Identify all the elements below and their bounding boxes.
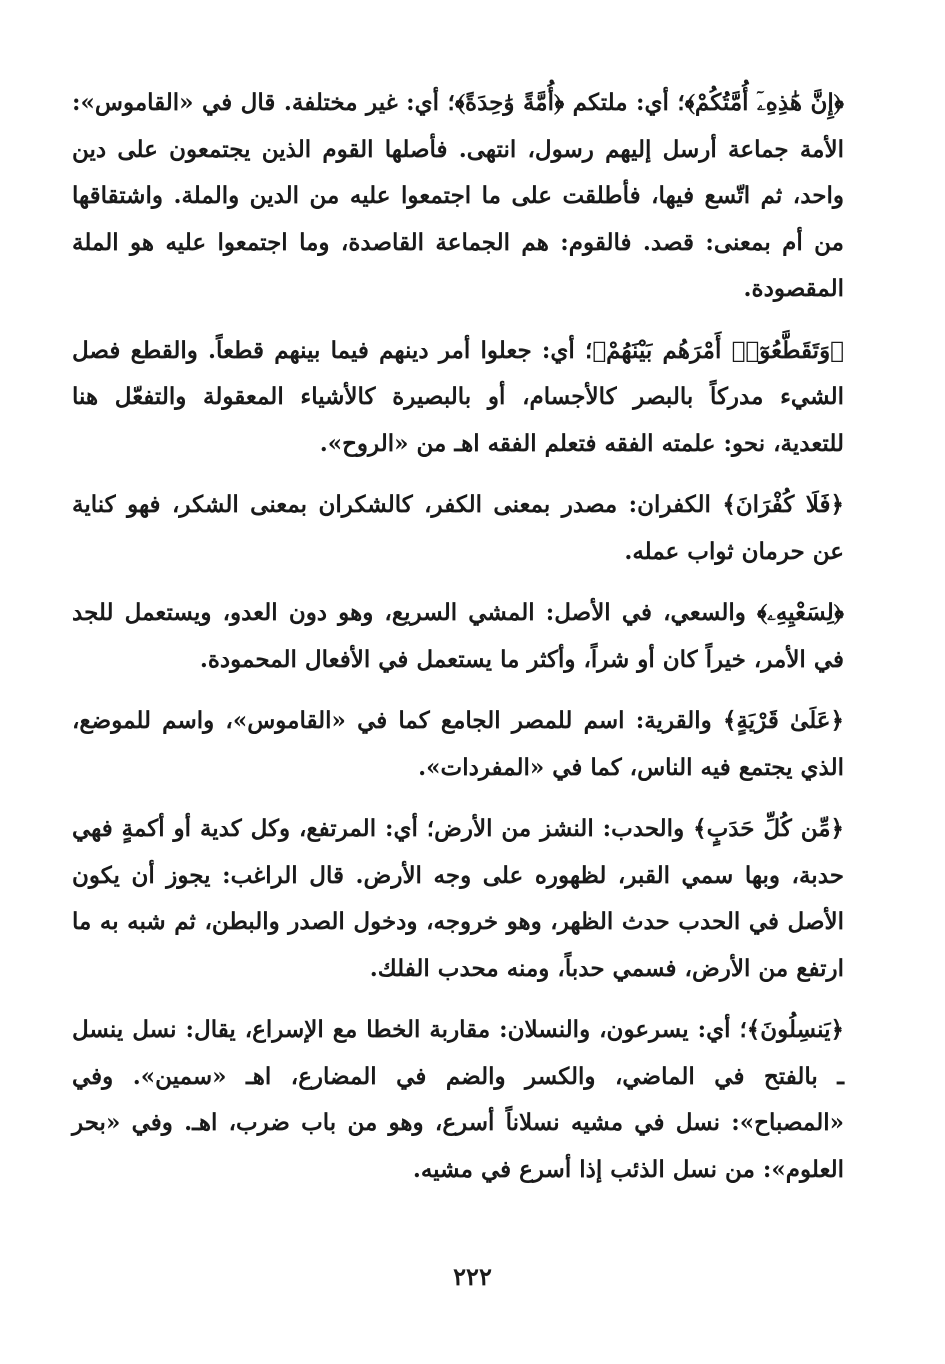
commentary-text: ؛ أي: جعلوا أمر دينهم فيما بينهم قطعاً. والقطع فصل الشيء مدركاً بالبصر كالأجسام، أو بالبصيرة كالأشياء المعقولة والتفعّل هنا للتعدية، نحو: علمته الفقه فتعلم الفقه اهـ من «الروح». — [72, 336, 844, 457]
commentary-text: ؛ أي: يسرعون، والنسلان: مقاربة الخطا مع الإسراع، يقال: نسل ينسل ـ بالفتح في الماضي، والكسر والضم في المضارع، اهـ «سمين». وفي «المصباح»: نسل في مشيه نسلاناً أسرع، وهو من باب ضرب، اهـ. وفي «بحر العلوم»: من نسل الذئب إذا أسرع في مشيه. — [72, 1016, 844, 1183]
paragraph-ummah — [72, 80, 844, 313]
quran-quote: ﴿إِنَّ هَٰذِهِۦٓ أُمَّتُكُمْ﴾ — [684, 89, 844, 116]
paragraph-yansilun — [72, 1007, 844, 1193]
commentary-text: والقرية: اسم للمصر الجامع كما في «القاموس»، واسم للموضع، الذي يجتمع فيه الناس، كما في «المفردات». — [72, 707, 844, 781]
commentary-text: ؛ أي: ملتكم ﴿أُمَّةً وَٰحِدَةً﴾؛ أي: غير مختلفة. قال في «القاموس»: الأمة جماعة أرسل إليهم رسول، انتهى. فأصلها القوم الذين يجتمعون على دين واحد، ثم اتّسع فيها، فأطلقت على ما اجتمعوا عليه من الدين والملة. واشتقاقها من أم بمعنى: قصد. فالقوم: هم الجماعة القاصدة، وما اجتمعوا عليه هو الملة المقصودة. — [72, 89, 844, 302]
quran-quote: ﴿لِسَعْيِهِۦ﴾ — [756, 599, 844, 626]
quran-quote: ﴿يَنسِلُونَ﴾ — [746, 1016, 844, 1043]
quran-quote: ﴿مِّن كُلِّ حَدَبٍ﴾ — [693, 815, 845, 842]
page-body — [72, 80, 844, 1208]
paragraph-qarya — [72, 698, 844, 791]
paragraph-saay — [72, 590, 844, 683]
paragraph-taqatta — [72, 328, 844, 468]
quran-quote: ﴿فَلَا كُفْرَانَ﴾ — [722, 491, 844, 518]
commentary-text: الكفران: مصدر بمعنى الكفر، كالشكران بمعنى الشكر، فهو كناية عن حرمان ثواب عمله. — [72, 491, 844, 565]
commentary-text: والسعي، في الأصل: المشي السريع، وهو دون العدو، ويستعمل للجد في الأمر، خيراً كان أو شراً، وأكثر ما يستعمل في الأفعال المحمودة. — [72, 599, 844, 673]
paragraph-kufran — [72, 482, 844, 575]
paragraph-hadab — [72, 806, 844, 992]
page-number: ٢٢٢ — [453, 1262, 492, 1291]
quran-quote: ﴿عَلَىٰ قَرْيَةٍ﴾ — [722, 707, 845, 734]
quran-quote: ﴿وَتَقَطَّعُوٓا۟ أَمْرَهُم بَيْنَهُمْ﴾ — [592, 336, 844, 364]
commentary-text: والحدب: النشز من الأرض؛ أي: المرتفع، وكل كدية أو أكمةٍ فهي حدبة، وبها سمي القبر، لظهوره على وجه الأرض. قال الراغب: يجوز أن يكون الأصل في الحدب حدث الظهر، وهو خروجه، ودخول الصدر والبطن، ثم شبه به ما ارتفع من الأرض، فسمي حدباً، ومنه محدب الفلك. — [72, 815, 844, 982]
